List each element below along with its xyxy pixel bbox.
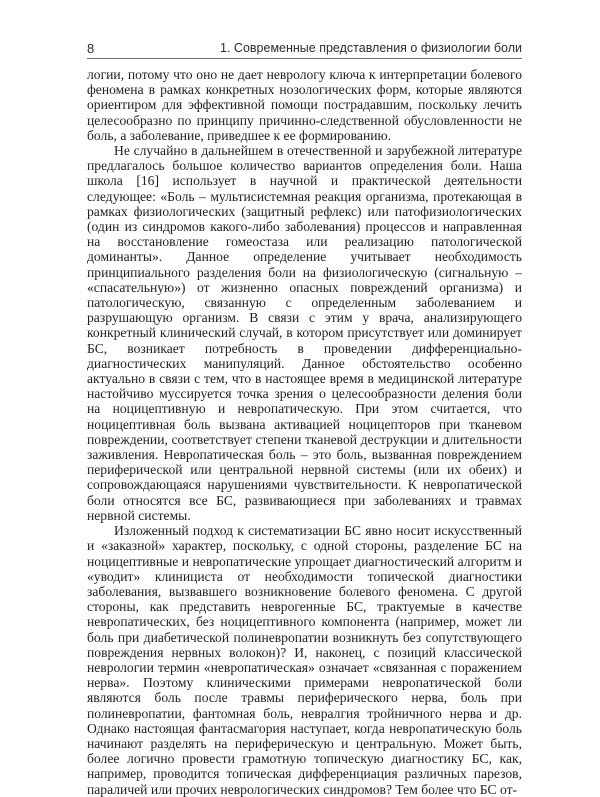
header-rule: [87, 58, 522, 59]
paragraph-pain-definition: Не случайно в дальнейшем в отечественной и зарубежной литературе предлагалось большое количество вариантов определения боли. Наша школа [16] использует в научной и практической деятельности следующее: «Боль – мультисистемная реакция организма, протекающая в рамках физиологических (защитный рефлекс) или патофизиологических (один из синдромов какого-либо заболевания) процессов и направленная на восстановление гомеостаза или реализацию патологической доминанты». Данное определение учитывает необходимость принципиального разделения боли на физиологическую (сигнальную – «спасательную») от жизненно опасных повреждений организма) и патологическую, связанную с определенным заболеванием и разрушающую организм. В связи с этим у врача, анализирующего конкретный клинический случай, в котором присутствует или доминирует БС, возникает потребность в проведении дифференциально-диагностических манипуляций. Данное обстоятельство особенно актуально в связи с тем, что в настоящее время в медицинской литературе настойчиво муссируется точка зрения о целесообразности деления боли на ноцицептивную и невропатическую. При этом считается, что ноцицептивная боль вызвана активацией ноцицепторов при тканевом повреждении, соответствует степени тканевой деструкции и длительности заживления. Невропатическая боль – это боль, вызванная повреждением периферической или центральной нервной системы (или их обеих) и сопровождающаяся нарушениями чувствительности. К невропатической боли относятся все БС, развивающиеся при заболеваниях и травмах нервной системы.: [87, 143, 522, 523]
paragraph-systematization: Изложенный подход к систематизации БС явно носит искусственный и «заказной» характер, поскольку, с одной стороны, разделение БС на ноцицептивные и невропатические упрощает диагностический алгоритм и «уводит» клинициста от необходимости топической диагностики заболевания, вызвавшего возникновение болевого феномена. С другой стороны, как представить неврогенные БС, трактуемые в качестве невропатических, без ноцицептивного компонента (например, может ли боль при диабетической полиневропатии возникнуть без сопутствующего повреждения нервных волокон)? И, наконец, с позиций классической неврологии термин «невропатическая» означает «связанная с поражением нерва». Поэтому клиническими примерами невропатической боли являются боль после травмы периферического нерва, боль при полиневропатии, фантомная боль, невралгия тройничного нерва и др. Однако настоящая фантасмагория наступает, когда невропатическую боль начинают разделять на периферическую и центральную. Может быть, более логично провести грамотную топическую диагностику БС, как, например, проводится топическая дифференциация различных парезов, параличей или прочих неврологических синдромов? Тем более что БС от-: [87, 523, 522, 797]
body-text: [87, 67, 522, 797]
page-number: 8: [87, 41, 95, 56]
page-header: [87, 37, 522, 59]
running-title: 1. Современные представления о физиологии боли: [220, 41, 522, 55]
paragraph-continuation: логии, потому что оно не дает неврологу ключа к интерпретации болевого феномена в рамках конкретных нозологических форм, которые являются ориентиром для эффективной помощи пострадавшим, поскольку лечить целесообразно по принципу причинно-следственной обусловленности не боль, а заболевание, приведшее к ее формированию.: [87, 67, 522, 143]
